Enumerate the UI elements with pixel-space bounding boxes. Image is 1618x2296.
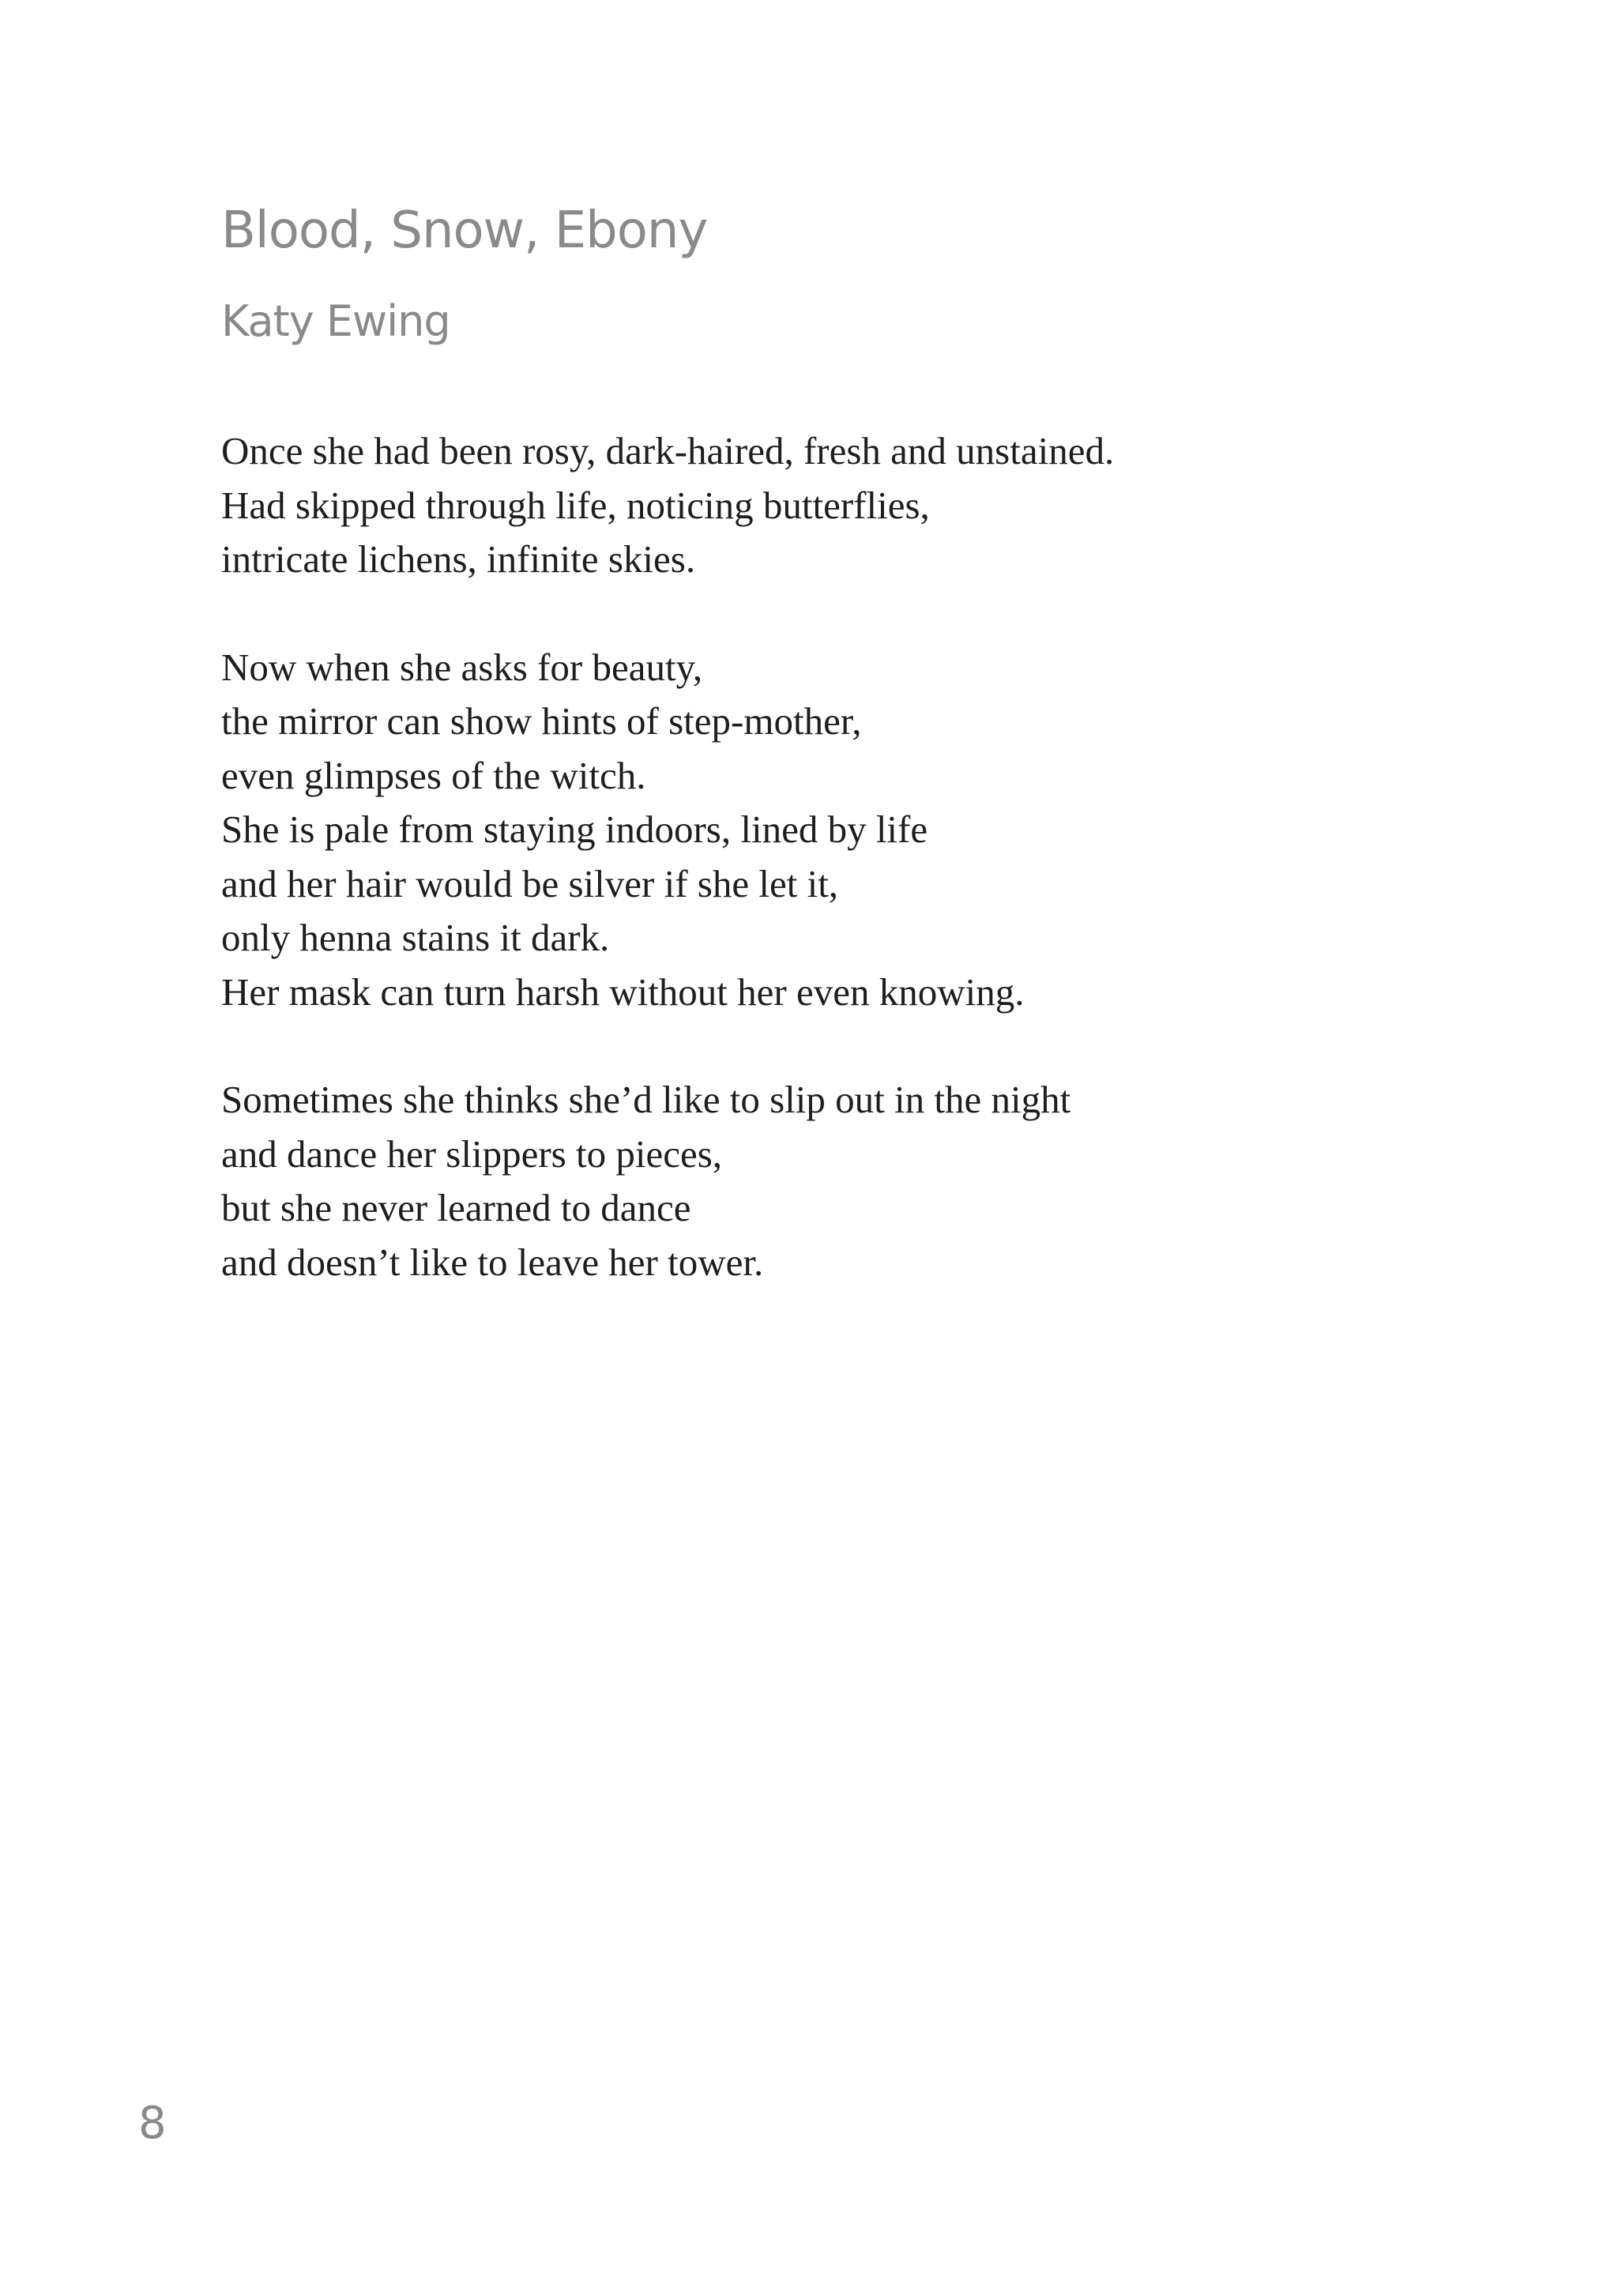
poem-title: Blood, Snow, Ebony <box>221 201 708 260</box>
poem-line: Had skipped through life, noticing butterflies, <box>221 483 930 527</box>
poem-line: She is pale from staying indoors, lined by life <box>221 807 928 851</box>
poem-line: the mirror can show hints of step-mother, <box>221 699 862 743</box>
poem-line: but she never learned to dance <box>221 1186 691 1229</box>
poem-line: Now when she asks for beauty, <box>221 645 703 689</box>
poem-line: intricate lichens, infinite skies. <box>221 537 696 581</box>
poem-body <box>221 424 1485 1343</box>
stanza-2 <box>221 641 1485 1020</box>
poem-line: and dance her slippers to pieces, <box>221 1131 723 1176</box>
poem-line: only henna stains it dark. <box>221 916 610 959</box>
poem-line: and doesn’t like to leave her tower. <box>221 1240 764 1284</box>
stanza-1 <box>221 424 1485 587</box>
poem-line: and her hair would be silver if she let it, <box>221 861 839 905</box>
poem-line: even glimpses of the witch. <box>221 753 646 797</box>
stanza-3 <box>221 1073 1485 1289</box>
poem-line: Once she had been rosy, dark-haired, fresh and unstained. <box>221 429 1115 472</box>
poem-line: Her mask can turn harsh without her even knowing. <box>221 969 1025 1014</box>
poem-line: Sometimes she thinks she’d like to slip out in the night <box>221 1078 1071 1121</box>
poem-author: Katy Ewing <box>221 296 450 346</box>
page-number: 8 <box>138 2098 167 2149</box>
